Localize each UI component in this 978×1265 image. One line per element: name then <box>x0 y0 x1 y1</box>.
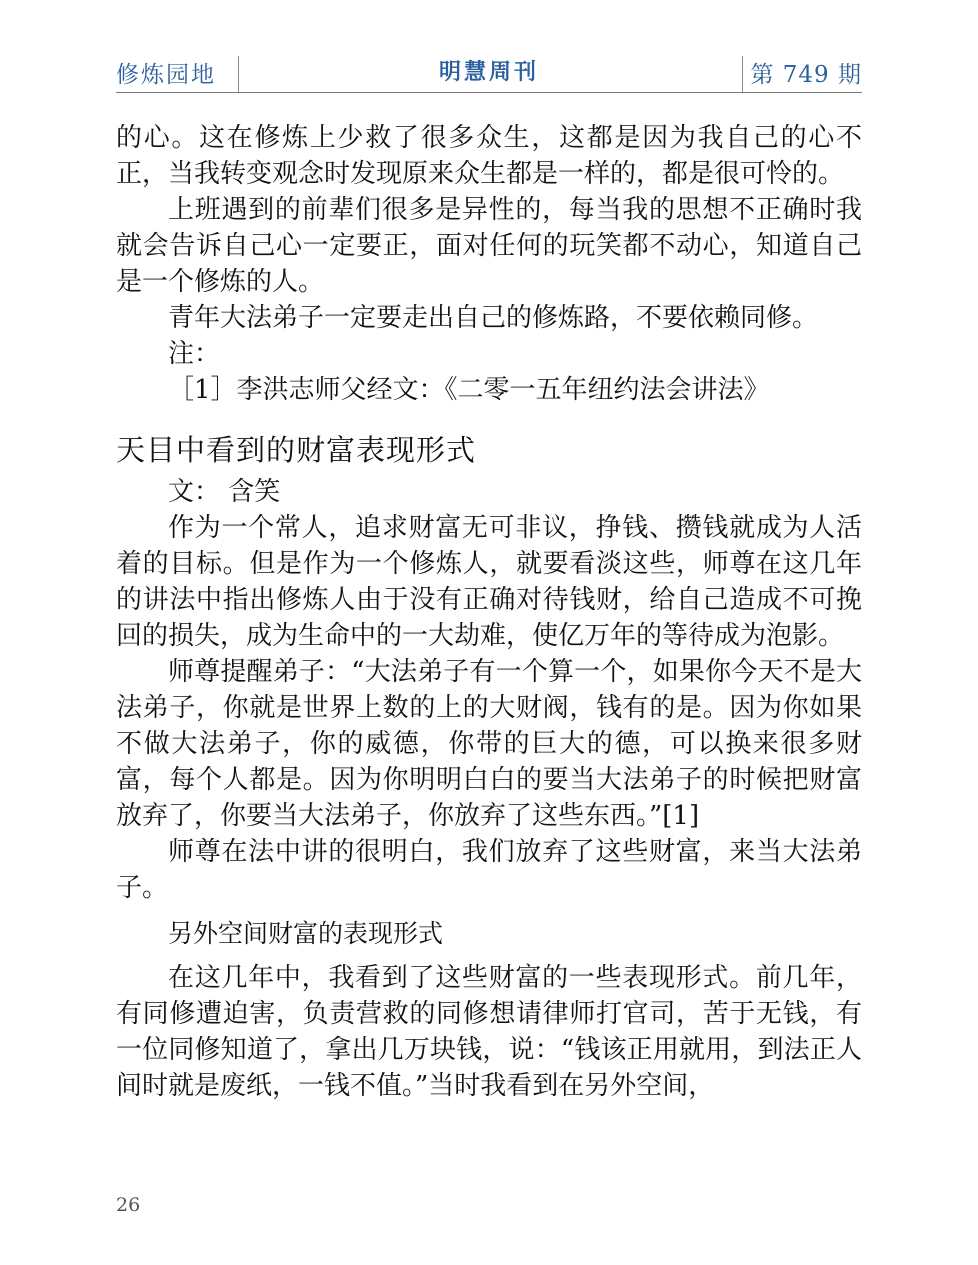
paragraph: 青年大法弟子一定要走出自己的修炼路，不要依赖同修。 <box>168 303 819 333</box>
page-header <box>116 50 862 93</box>
paragraph: 上班遇到的前辈们很多是异性的，每当我的思想不正确时我就会告诉自己心一定要正，面对任何的玩笑都不动心，知道自己是一个修炼的人。 <box>116 195 862 297</box>
paragraph: 师尊提醒弟子：“大法弟子有一个算一个，如果你今天不是大法弟子，你就是世界上数的上的大财阀，钱有的是。因为你如果不做大法弟子，你的威德，你带的巨大的德，可以换来很多财富，每个人都是。因为你明明白白的要当大法弟子的时候把财富放弃了，你要当大法弟子，你放弃了这些东西。”[1] <box>116 657 862 831</box>
byline: 文： 含笑 <box>168 477 281 507</box>
page-content <box>116 120 862 1104</box>
paragraph-continued: 的心。这在修炼上少救了很多众生，这都是因为我自己的心不正，当我转变观念时发现原来众生都是一样的，都是很可怜的。 <box>116 123 862 189</box>
article-title: 天目中看到的财富表现形式 <box>116 433 477 467</box>
section-name: 修炼园地 <box>116 62 216 88</box>
note-item: ［1］李洪志师父经文：《二零一五年纽约法会讲法》 <box>168 375 770 405</box>
paragraph: 师尊在法中讲的很明白，我们放弃了这些财富，来当大法弟子。 <box>116 837 862 903</box>
paragraph: 作为一个常人，追求财富无可非议，挣钱、攒钱就成为人活着的目标。但是作为一个修炼人，就要看淡这些，师尊在这几年的讲法中指出修炼人由于没有正确对待钱财，给自己造成不可挽回的损失，成为生命中的一大劫难，使亿万年的等待成为泡影。 <box>116 513 862 651</box>
paragraph: 在这几年中，我看到了这些财富的一些表现形式。前几年，有同修遭迫害，负责营救的同修想请律师打官司，苦于无钱，有一位同修知道了，拿出几万块钱，说：“钱该正用就用，到法正人间时就是废纸，一钱不值。”当时我看到在另外空间， <box>116 963 862 1101</box>
page-number: 26 <box>116 1194 141 1216</box>
magazine-title: 明慧周刊 <box>438 60 539 85</box>
header-divider-right <box>742 56 743 92</box>
subheading: 另外空间财富的表现形式 <box>168 919 444 948</box>
note-label: 注： <box>168 339 221 369</box>
issue-number: 第 749 期 <box>750 62 862 88</box>
